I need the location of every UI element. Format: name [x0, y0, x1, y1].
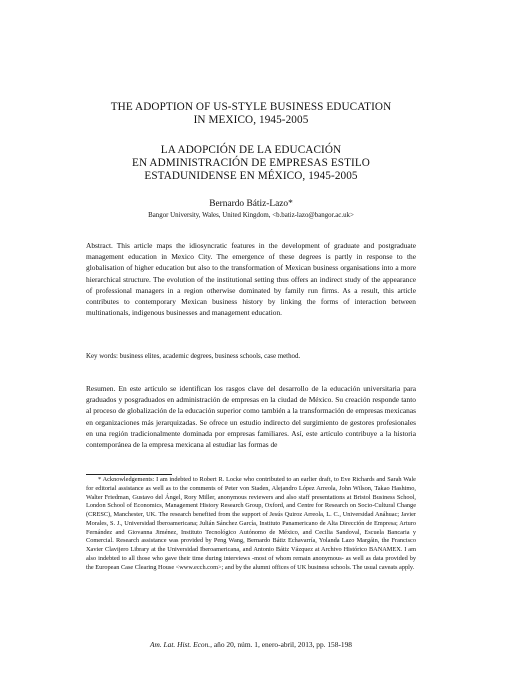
title-line: LA ADOPCIÓN DE LA EDUCACIÓN [160, 144, 342, 156]
journal-citation [86, 640, 416, 649]
author-affiliation: Bangor University, Wales, United Kingdom, <b.batiz-lazo@bangor.ac.uk> [148, 212, 354, 219]
title-line: THE ADOPTION OF US-STYLE BUSINESS EDUCATION [110, 101, 392, 113]
author-name: Bernardo Bátiz-Lazo* [209, 199, 293, 209]
resumen-paragraph: Resumen. En este artículo se identifican los rasgos clave del desarrollo de la educación universitaria para graduados y posgraduados en administración de empresas en la ciudad de México. Su creación responde tanto al proceso de globalización de la educación superior como también a la transformación de empresas mexicanas en organizaciones más jerarquizadas. Se ofrece un estudio indirecto del surgimiento de gestores profesionales en una región tradicionalmente dominada por empresas familiares. Así, este artículo contribuye a la historia contemporánea de la empresa mexicana al estudiar las formas de [86, 384, 416, 450]
keywords-line: Key words: business elites, academic degrees, business schools, case method. [86, 353, 301, 360]
title-line: EN ADMINISTRACIÓN DE EMPRESAS ESTILO [132, 157, 370, 170]
journal-details: año 20, núm. 1, enero-abril, 2013, pp. 158-198 [213, 640, 352, 649]
footnote-marker: * [98, 476, 102, 483]
article-title-spanish [86, 144, 416, 184]
abstract-paragraph: Abstract. This article maps the idiosyncratic features in the development of graduate and postgraduate management education in Mexico City. The emergence of these degrees is partly in response to the globalisation of higher education but also to the transformation of Mexican business organisations into a more hierarchical structure. The evolution of the institutional setting thus offers an indirect study of the appearance of professional managers in a region otherwise dominated by family run firms. As a result, this article contributes to contemporary Mexican business history by linking the forms of interaction between multinationals, indigenous businesses and management education. [86, 241, 416, 318]
footnote-text: Acknowledgements: I am indebted to Robert R. Locke who contributed to an earlier draft, to Eve Richards and Sarah Wale for editorial assistance as well as to the comments of Peter von Staden, Alejandro López Arreola, John Wilson, Takao Hashimo, Walter Friedman, Gustavo del Ángel, Rory Miller, anonymous reviewers and also staff presentations at Bristol Business School, London School of Economics, Management History Research Group, Oxford, and Centre for Research on Socio-Cultural Change (CRESC), Manchester, UK. The research benefited from the support of Jesús Quiroz Arreola, L. C., Universidad Anáhuac; Javier Morales, S. J., Universidad Iberoamericana; Julián Sánchez García, Instituto Panamericano de Alta Dirección de Empresa; Arturo Fernández and Giovanna Jiménez, Instituto Tecnológico Autónomo de México, and Cecilia Sandoval, Escuela Bancaria y Comercial. Research assistance was provided by Peng Wang, Bernardo Bátiz Echavarría, Yolanda Lazo Margáin, the Francisco Xavier Clavijero Library at the Universidad Iberoamericana, and Antonio Bátiz Vázquez at Archivo Histórico BANAMEX. I am also indebted to all those who gave their time during interviews -most of whom remain anonymous- as well as data provided by the European Case Clearing House <www.ecch.com>; and by the alumni offices of UK business schools. The usual caveats apply. [86, 476, 416, 571]
title-line: IN MEXICO, 1945-2005 [193, 114, 309, 127]
title-line: ESTADUNIDENSE EN MÉXICO, 1945-2005 [144, 170, 358, 183]
acknowledgements-footnote [86, 476, 416, 572]
article-title-english [86, 101, 416, 127]
journal-name: Am. Lat. Hist. Econ., [150, 640, 212, 649]
footnote-separator [86, 474, 172, 475]
